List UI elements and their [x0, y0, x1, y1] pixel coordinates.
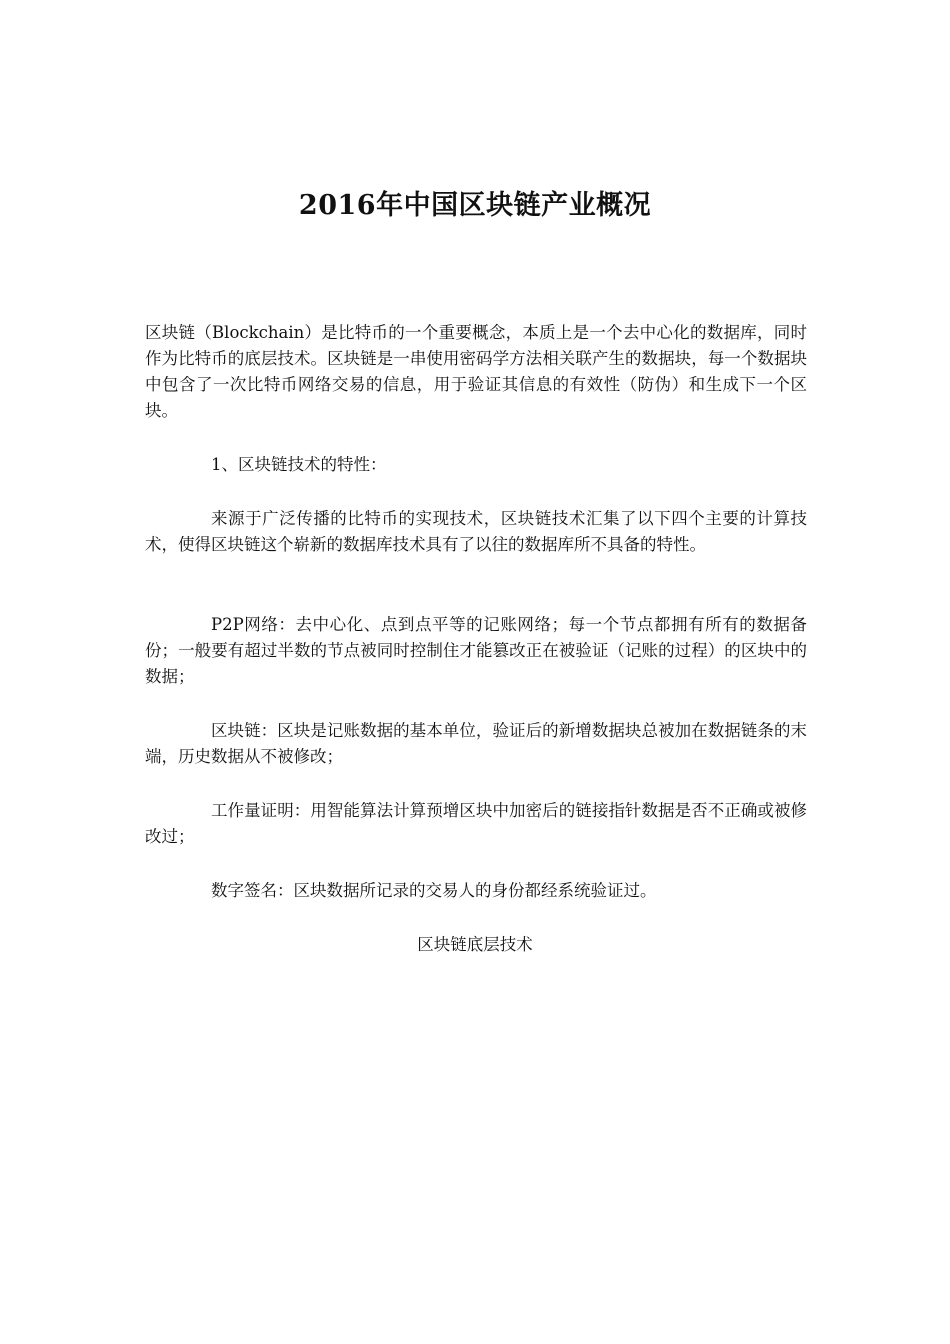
- paragraph-proof-of-work: 工作量证明：用智能算法计算预增区块中加密后的链接指针数据是否不正确或被修改过；: [145, 801, 807, 846]
- paragraph-p2p-network: P2P网络：去中心化、点到点平等的记账网络；每一个节点都拥有所有的数据备份；一般要有超过半数的节点被同时控制住才能篡改正在被验证（记账的过程）的区块中的数据；: [145, 615, 807, 686]
- paragraph-features-intro: 来源于广泛传播的比特币的实现技术，区块链技术汇集了以下四个主要的计算技术，使得区块链这个崭新的数据库技术具有了以往的数据库所不具备的特性。: [145, 509, 807, 554]
- paragraph-intro: 区块链（Blockchain）是比特币的一个重要概念，本质上是一个去中心化的数据库，同时作为比特币的底层技术。区块链是一串使用密码学方法相关联产生的数据块，每一个数据块中包含了一次比特币网络交易的信息，用于验证其信息的有效性（防伪）和生成下一个区块。: [145, 323, 807, 420]
- document-title: 2016年中国区块链产业概况: [298, 190, 652, 221]
- paragraph-blockchain: 区块链：区块是记账数据的基本单位，验证后的新增数据块总被加在数据链条的末端，历史数据从不被修改；: [145, 721, 807, 766]
- figure-caption: 区块链底层技术: [417, 935, 533, 954]
- paragraph-section-heading: 1、区块链技术的特性：: [211, 455, 387, 474]
- paragraph-digital-signature: 数字签名：区块数据所记录的交易人的身份都经系统验证过。: [211, 881, 657, 900]
